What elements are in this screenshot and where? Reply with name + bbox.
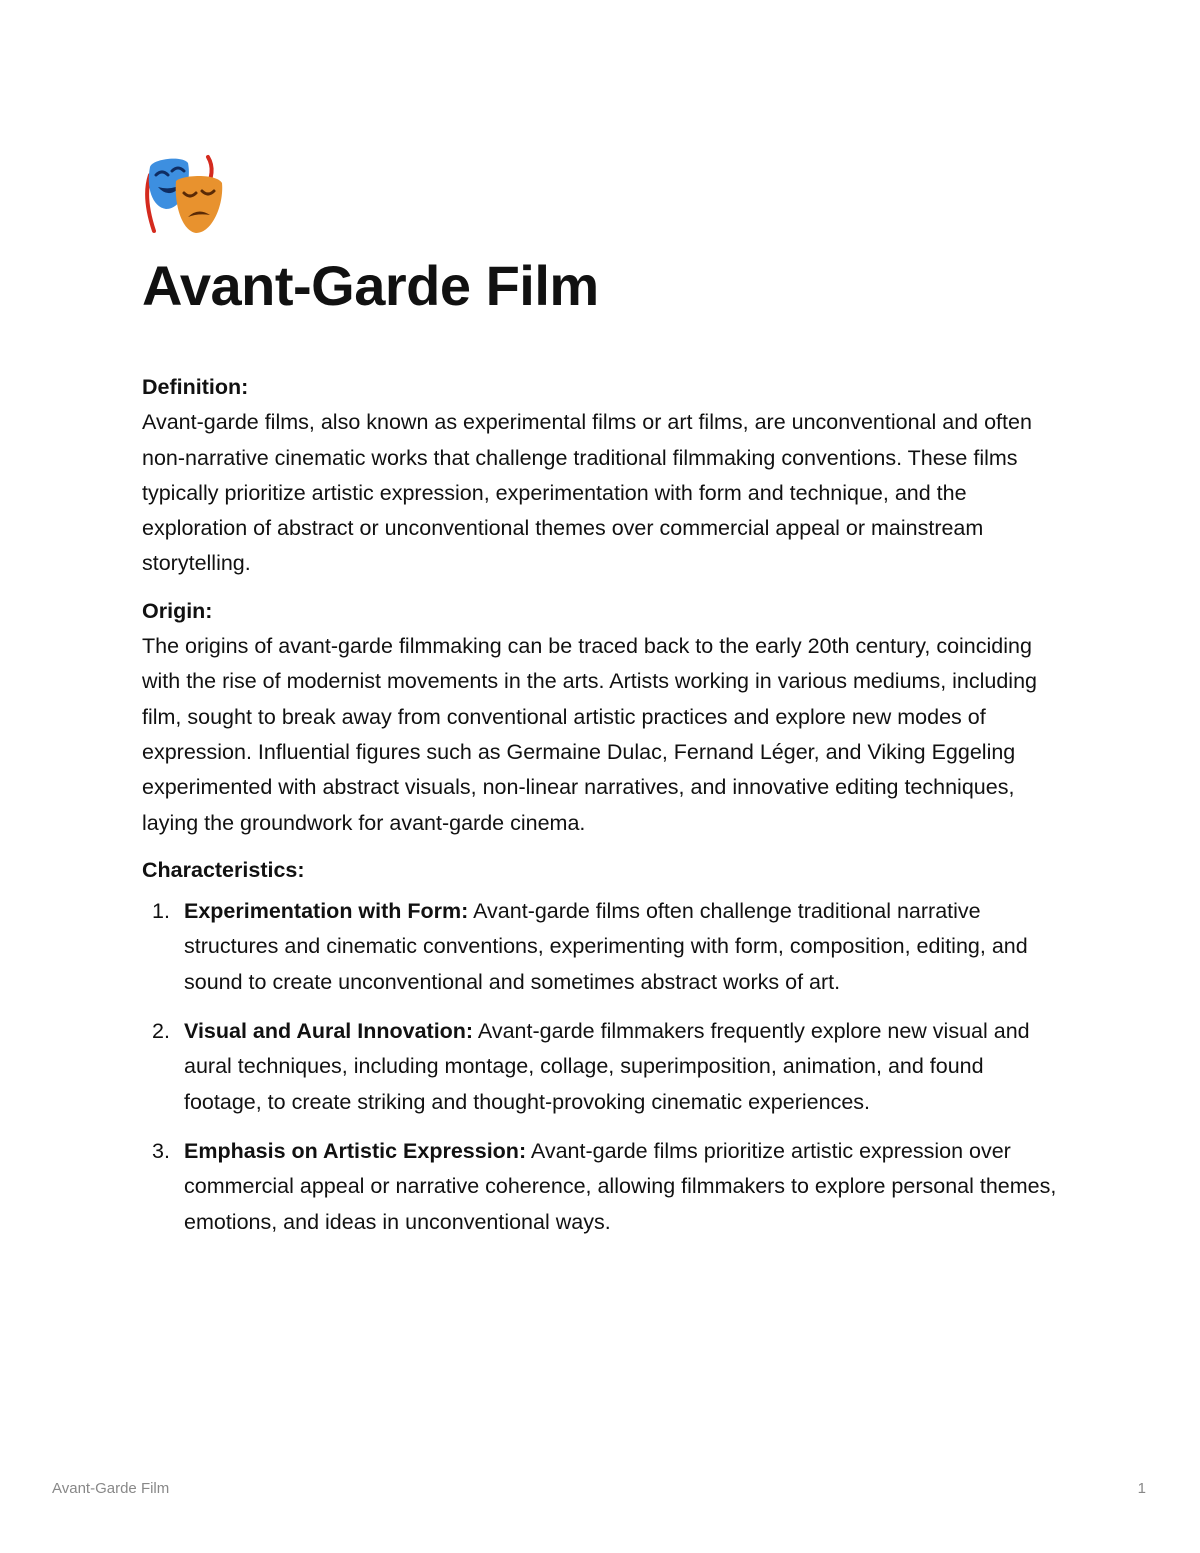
- list-item-text: Avant-garde filmmakers frequently explore new visual and aural techniques, including montage, collage, superimposition, animation, and found footage, to create striking and thought-provoking cinematic experiences.: [184, 1019, 1030, 1114]
- list-item-term: Experimentation with Form:: [184, 899, 469, 924]
- page-title: Avant-Garde Film: [142, 254, 599, 317]
- footer-title: Avant-Garde Film: [52, 1480, 170, 1497]
- origin-text: The origins of avant-garde filmmaking can be traced back to the early 20th century, coinciding with the rise of modernist movements in the arts. Artists working in various mediums, including film, sought to break away from conventional artistic practices and explore new modes of expression. Influential figures such as Germaine Dulac, Fernand Léger, and Viking Eggeling experimented with abstract visuals, non-linear narratives, and innovative editing techniques, laying the groundwork for avant-garde cinema.: [142, 634, 1038, 835]
- performing-arts-masks-icon: [142, 153, 226, 237]
- list-item-number: 1.: [152, 899, 170, 924]
- characteristics-heading: Characteristics:: [142, 857, 305, 882]
- list-item-text: Avant-garde films often challenge traditional narrative structures and cinematic conventions, experimenting with form, composition, editing, and sound to create unconventional and sometimes abstract works of art.: [184, 899, 1028, 994]
- characteristics-list: [142, 894, 1062, 1240]
- list-item-number: 2.: [152, 1019, 170, 1044]
- document-body: [142, 370, 1062, 1254]
- list-item-number: 3.: [152, 1138, 170, 1163]
- list-item: [142, 894, 1062, 1000]
- definition-heading: Definition:: [142, 375, 249, 399]
- definition-text: Avant-garde films, also known as experimental films or art films, are unconventional and often non-narrative cinematic works that challenge traditional filmmaking conventions. These films typically prioritize artistic expression, experimentation with form and technique, and the exploration of abstract or unconventional themes over commercial appeal or mainstream storytelling.: [142, 410, 1032, 576]
- list-item: [142, 1014, 1062, 1120]
- origin-heading: Origin:: [142, 598, 213, 623]
- list-item-term: Emphasis on Artistic Expression:: [184, 1138, 527, 1163]
- list-item-text: Avant-garde films prioritize artistic expression over commercial appeal or narrative coherence, allowing filmmakers to explore personal themes, emotions, and ideas in unconventional ways.: [184, 1138, 1057, 1234]
- page-number: 1: [1137, 1480, 1146, 1497]
- list-item-term: Visual and Aural Innovation:: [184, 1019, 474, 1044]
- list-item: [142, 1134, 1062, 1240]
